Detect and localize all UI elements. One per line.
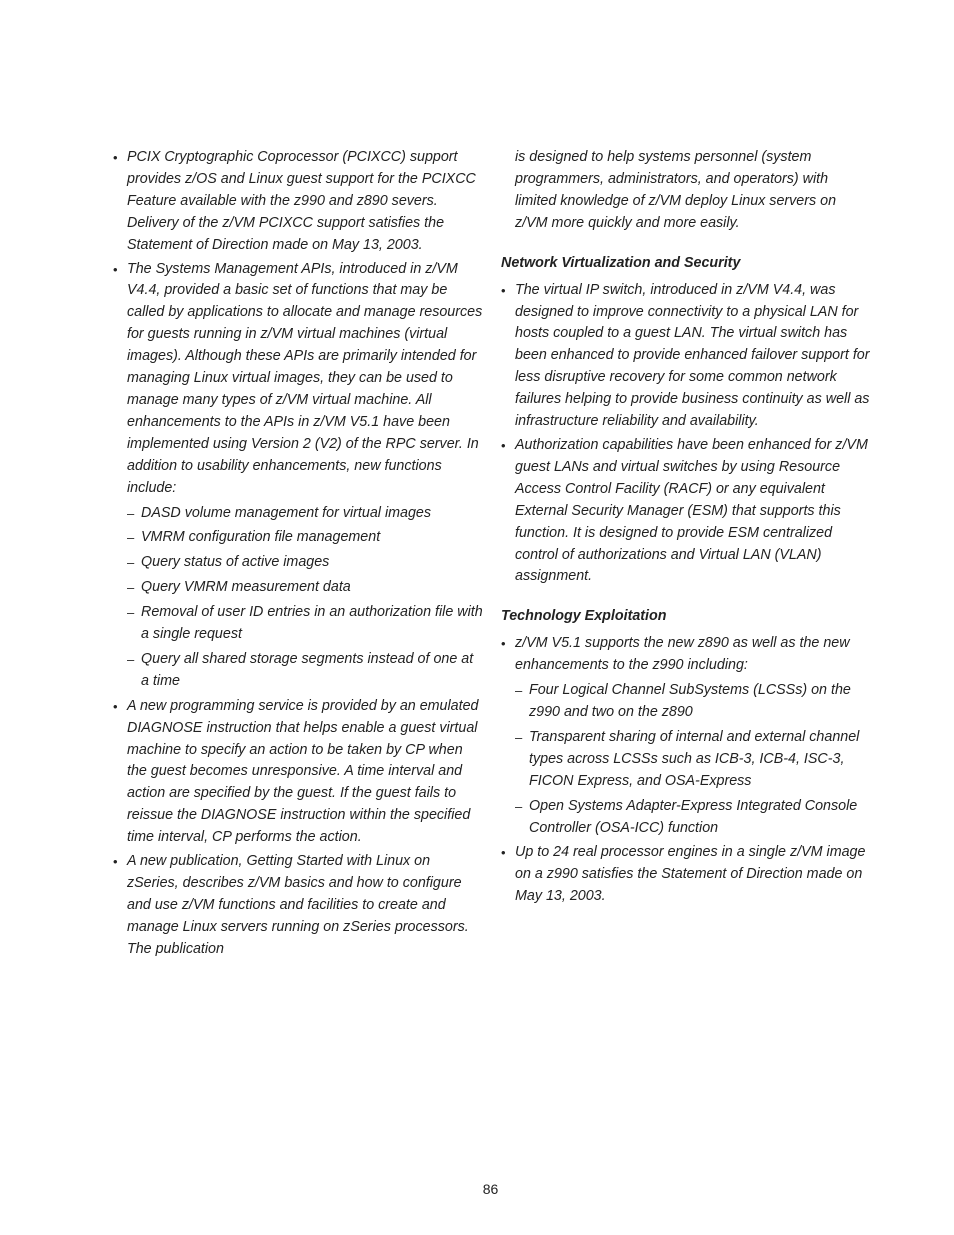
sub-item: – Query VMRM measurement data <box>113 577 485 599</box>
section-heading-network: Network Virtualization and Security <box>501 254 741 271</box>
bullet-pcixcc: • PCIX Cryptographic Coprocessor (PCIXCC) support provides z/OS and Linux guest support for the PCIXCC Feature available with the z990 and z890 severs. Delivery of the z/VM PCIXCC support satisfies the Statement of Direction made on May 13, 2003. <box>113 147 485 257</box>
bullet-authorization: • Authorization capabilities have been enhanced for z/VM guest LANs and virtual switches by using Resource Access Control Facility (RACF) or any equivalent External Security Manager (ESM) that supports this function. It is designed to provide ESM centralized control of authorizations and Virtual LAN (VLAN) assignment. <box>501 435 871 588</box>
sub-item: – Four Logical Channel SubSystems (LCSSs) on the z990 and two on the z890 <box>501 680 871 724</box>
right-column <box>501 147 871 910</box>
sub-item: – Open Systems Adapter-Express Integrated Console Controller (OSA-ICC) function <box>501 796 871 840</box>
sub-item: – Query all shared storage segments instead of one at a time <box>113 649 485 693</box>
bullet-diagnose-service: • A new programming service is provided by an emulated DIAGNOSE instruction that helps enable a guest virtual machine to specify an action to be taken by CP when the guest becomes unresponsive. A time interval and action are specified by the guest. If the guest fails to reissue the DIAGNOSE instruction within the specified time interval, CP performs the action. <box>113 696 485 849</box>
sub-item: – DASD volume management for virtual images <box>113 503 485 525</box>
bullet-new-publication: • A new publication, Getting Started with Linux on zSeries, describes z/VM basics and how to configure and use z/VM functions and facilities to create and manage Linux servers running on zSeries processors. The publication <box>113 851 485 961</box>
publication-continuation: is designed to help systems personnel (system programmers, administrators, and operators) with limited knowledge of z/VM deploy Linux servers on z/VM more quickly and more easily. <box>515 149 837 231</box>
sub-item: – VMRM configuration file management <box>113 527 485 549</box>
bullet-z890-support: • z/VM V5.1 supports the new z890 as well as the new enhancements to the z990 including: <box>501 633 871 677</box>
bullet-systems-management-apis: • The Systems Management APIs, introduced in z/VM V4.4, provided a basic set of functions that may be called by applications to allocate and manage resources for guests running in z/VM virtual machines (virtual images). Although these APIs are primarily intended for managing Linux virtual images, they can be used to manage many types of z/VM virtual machine. All enhancements to the APIs in z/VM V5.1 have been implemented using Version 2 (V2) of the RPC server. In addition to usability enhancements, new functions include: <box>113 259 485 500</box>
section-heading-technology: Technology Exploitation <box>501 608 667 625</box>
sub-item: – Transparent sharing of internal and external channel types across LCSSs such as ICB-3, ICB-4, ISC-3, FICON Express, and OSA-Express <box>501 727 871 793</box>
sub-item: – Removal of user ID entries in an authorization file with a single request <box>113 602 485 646</box>
bullet-processor-engines: • Up to 24 real processor engines in a single z/VM image on a z990 satisfies the Statement of Direction made on May 13, 2003. <box>501 842 871 908</box>
left-column <box>113 147 485 963</box>
page-number: 86 <box>482 1181 499 1197</box>
sub-item: – Query status of active images <box>113 552 485 574</box>
bullet-virtual-ip-switch: • The virtual IP switch, introduced in z/VM V4.4, was designed to improve connectivity to a physical LAN for hosts coupled to a guest LAN. The virtual switch has been enhanced to provide enhanced failover support for less disruptive recovery for some common network failures helping to provide business continuity as well as infrastructure reliability and availability. <box>501 280 871 433</box>
